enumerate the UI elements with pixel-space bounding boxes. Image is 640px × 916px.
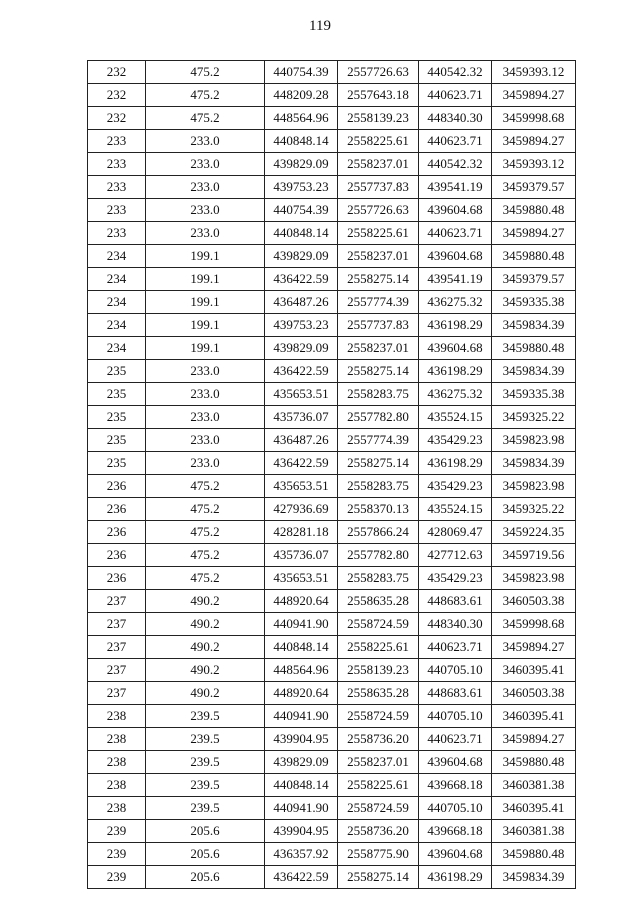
table-cell: 2557774.39: [338, 429, 419, 452]
table-cell: 2558225.61: [338, 222, 419, 245]
table-cell: 440542.32: [419, 61, 492, 84]
table-row: [88, 291, 576, 314]
table-cell: 440623.71: [419, 222, 492, 245]
table-row: [88, 268, 576, 291]
table-cell: 3459894.27: [492, 728, 576, 751]
table-cell: 2558237.01: [338, 153, 419, 176]
table-cell: 475.2: [146, 567, 265, 590]
table-cell: 439829.09: [265, 751, 338, 774]
table-cell: 2558283.75: [338, 567, 419, 590]
table-cell: 439829.09: [265, 337, 338, 360]
table-cell: 3459894.27: [492, 84, 576, 107]
table-cell: 233.0: [146, 199, 265, 222]
table-cell: 3460503.38: [492, 590, 576, 613]
table-cell: 3459880.48: [492, 843, 576, 866]
table-row: [88, 61, 576, 84]
table-cell: 199.1: [146, 291, 265, 314]
table-cell: 436357.92: [265, 843, 338, 866]
table-cell: 440941.90: [265, 613, 338, 636]
table-cell: 2558237.01: [338, 751, 419, 774]
table-row: [88, 429, 576, 452]
table-cell: 3460381.38: [492, 820, 576, 843]
table-cell: 436198.29: [419, 360, 492, 383]
table-cell: 233.0: [146, 130, 265, 153]
table-cell: 236: [88, 475, 146, 498]
table-row: [88, 728, 576, 751]
table-cell: 239: [88, 866, 146, 889]
table-cell: 2558237.01: [338, 245, 419, 268]
table-cell: 238: [88, 751, 146, 774]
table-cell: 428069.47: [419, 521, 492, 544]
table-cell: 238: [88, 728, 146, 751]
table-row: [88, 843, 576, 866]
table-cell: 239.5: [146, 728, 265, 751]
table-cell: 2557774.39: [338, 291, 419, 314]
table-cell: 233: [88, 176, 146, 199]
table-cell: 428281.18: [265, 521, 338, 544]
table-cell: 3459719.56: [492, 544, 576, 567]
table-cell: 3459998.68: [492, 107, 576, 130]
table-row: [88, 176, 576, 199]
table-cell: 3460503.38: [492, 682, 576, 705]
table-cell: 3459880.48: [492, 751, 576, 774]
table-row: [88, 452, 576, 475]
table-cell: 490.2: [146, 682, 265, 705]
table-cell: 237: [88, 659, 146, 682]
table-cell: 3459823.98: [492, 429, 576, 452]
table-cell: 2558635.28: [338, 682, 419, 705]
table-cell: 3459834.39: [492, 360, 576, 383]
table-cell: 439753.23: [265, 176, 338, 199]
table-cell: 448209.28: [265, 84, 338, 107]
table-cell: 440754.39: [265, 199, 338, 222]
table-cell: 475.2: [146, 521, 265, 544]
table-cell: 440848.14: [265, 636, 338, 659]
table-cell: 2557726.63: [338, 61, 419, 84]
table-cell: 440623.71: [419, 84, 492, 107]
table-cell: 234: [88, 291, 146, 314]
table-cell: 436487.26: [265, 291, 338, 314]
table-cell: 199.1: [146, 314, 265, 337]
table-cell: 2557737.83: [338, 176, 419, 199]
table-cell: 3459325.22: [492, 498, 576, 521]
table-row: [88, 820, 576, 843]
table-cell: 235: [88, 406, 146, 429]
table-cell: 233.0: [146, 153, 265, 176]
table-cell: 3459823.98: [492, 567, 576, 590]
table-cell: 435429.23: [419, 429, 492, 452]
table-cell: 237: [88, 613, 146, 636]
table-cell: 205.6: [146, 866, 265, 889]
table-cell: 436275.32: [419, 291, 492, 314]
table-cell: 232: [88, 84, 146, 107]
table-cell: 239: [88, 820, 146, 843]
table-cell: 2557643.18: [338, 84, 419, 107]
table-cell: 435653.51: [265, 383, 338, 406]
table-cell: 3459834.39: [492, 452, 576, 475]
table-cell: 239.5: [146, 774, 265, 797]
table-row: [88, 636, 576, 659]
table-cell: 448340.30: [419, 613, 492, 636]
table-cell: 448920.64: [265, 590, 338, 613]
table-cell: 3460395.41: [492, 659, 576, 682]
table-cell: 440705.10: [419, 659, 492, 682]
table-row: [88, 222, 576, 245]
table-cell: 233.0: [146, 176, 265, 199]
table-cell: 235: [88, 383, 146, 406]
table-cell: 233.0: [146, 383, 265, 406]
table-cell: 3459998.68: [492, 613, 576, 636]
table-cell: 232: [88, 61, 146, 84]
table-cell: 237: [88, 590, 146, 613]
table-cell: 239: [88, 843, 146, 866]
table-cell: 2558635.28: [338, 590, 419, 613]
table-cell: 436198.29: [419, 452, 492, 475]
table-cell: 2557737.83: [338, 314, 419, 337]
table-cell: 3459393.12: [492, 153, 576, 176]
table-cell: 2558275.14: [338, 452, 419, 475]
table-row: [88, 751, 576, 774]
table-row: [88, 866, 576, 889]
table-cell: 440705.10: [419, 705, 492, 728]
table-cell: 3459393.12: [492, 61, 576, 84]
table-cell: 3459325.22: [492, 406, 576, 429]
table-cell: 3459834.39: [492, 314, 576, 337]
table-cell: 3459335.38: [492, 383, 576, 406]
table-cell: 440705.10: [419, 797, 492, 820]
table-cell: 2558775.90: [338, 843, 419, 866]
table-row: [88, 475, 576, 498]
table-cell: 439604.68: [419, 245, 492, 268]
table-row: [88, 84, 576, 107]
table-cell: 233: [88, 222, 146, 245]
table-cell: 236: [88, 521, 146, 544]
table-cell: 427936.69: [265, 498, 338, 521]
table-cell: 2558139.23: [338, 659, 419, 682]
table-cell: 439753.23: [265, 314, 338, 337]
table-cell: 2557726.63: [338, 199, 419, 222]
table-row: [88, 567, 576, 590]
table-cell: 235: [88, 360, 146, 383]
table-cell: 2558370.13: [338, 498, 419, 521]
table-cell: 238: [88, 774, 146, 797]
table-cell: 440848.14: [265, 774, 338, 797]
table-cell: 239.5: [146, 797, 265, 820]
table-cell: 233.0: [146, 452, 265, 475]
table-cell: 448683.61: [419, 590, 492, 613]
table-cell: 439604.68: [419, 199, 492, 222]
table-cell: 435524.15: [419, 498, 492, 521]
table-cell: 233: [88, 153, 146, 176]
table-cell: 440542.32: [419, 153, 492, 176]
table-cell: 3460395.41: [492, 797, 576, 820]
table-cell: 435429.23: [419, 567, 492, 590]
table-cell: 436487.26: [265, 429, 338, 452]
table-cell: 436422.59: [265, 360, 338, 383]
table-cell: 234: [88, 314, 146, 337]
table-cell: 475.2: [146, 544, 265, 567]
table-row: [88, 613, 576, 636]
table-cell: 3459894.27: [492, 222, 576, 245]
table-cell: 205.6: [146, 820, 265, 843]
table-cell: 199.1: [146, 245, 265, 268]
table-cell: 236: [88, 567, 146, 590]
table-row: [88, 199, 576, 222]
page-number: 119: [309, 18, 331, 34]
table-cell: 232: [88, 107, 146, 130]
table-row: [88, 107, 576, 130]
table-cell: 236: [88, 498, 146, 521]
table-cell: 427712.63: [419, 544, 492, 567]
table-cell: 2558237.01: [338, 337, 419, 360]
table-cell: 3459894.27: [492, 636, 576, 659]
table-cell: 439829.09: [265, 245, 338, 268]
table-cell: 237: [88, 636, 146, 659]
table-cell: 475.2: [146, 107, 265, 130]
table-cell: 490.2: [146, 613, 265, 636]
table-cell: 3459834.39: [492, 866, 576, 889]
table-cell: 439604.68: [419, 843, 492, 866]
table-cell: 435653.51: [265, 475, 338, 498]
table-cell: 2558225.61: [338, 130, 419, 153]
table-cell: 233.0: [146, 406, 265, 429]
table-cell: 233: [88, 130, 146, 153]
table-cell: 238: [88, 797, 146, 820]
table-cell: 2558724.59: [338, 613, 419, 636]
table-cell: 448564.96: [265, 659, 338, 682]
table-cell: 439904.95: [265, 728, 338, 751]
table-cell: 239.5: [146, 705, 265, 728]
table-cell: 440623.71: [419, 728, 492, 751]
table-cell: 475.2: [146, 61, 265, 84]
table-cell: 234: [88, 268, 146, 291]
table-cell: 199.1: [146, 268, 265, 291]
table-cell: 3460381.38: [492, 774, 576, 797]
table-row: [88, 774, 576, 797]
table-cell: 233.0: [146, 360, 265, 383]
table-row: [88, 130, 576, 153]
table-cell: 436422.59: [265, 452, 338, 475]
table-cell: 2558225.61: [338, 636, 419, 659]
table-cell: 439604.68: [419, 337, 492, 360]
table-cell: 436198.29: [419, 314, 492, 337]
table-cell: 435524.15: [419, 406, 492, 429]
table-cell: 234: [88, 337, 146, 360]
table-cell: 3460395.41: [492, 705, 576, 728]
coordinates-table: [87, 60, 576, 889]
table-cell: 440754.39: [265, 61, 338, 84]
table-row: [88, 337, 576, 360]
table-cell: 233: [88, 199, 146, 222]
table-cell: 236: [88, 544, 146, 567]
table-cell: 235: [88, 452, 146, 475]
table-row: [88, 314, 576, 337]
table-cell: 2558139.23: [338, 107, 419, 130]
table-cell: 237: [88, 682, 146, 705]
table-cell: 490.2: [146, 590, 265, 613]
table-cell: 448683.61: [419, 682, 492, 705]
table-cell: 475.2: [146, 498, 265, 521]
table-cell: 436275.32: [419, 383, 492, 406]
table-row: [88, 705, 576, 728]
table-cell: 440848.14: [265, 222, 338, 245]
table-cell: 440623.71: [419, 130, 492, 153]
table-cell: 3459379.57: [492, 268, 576, 291]
table-cell: 475.2: [146, 475, 265, 498]
table-cell: 475.2: [146, 84, 265, 107]
table-cell: 440848.14: [265, 130, 338, 153]
table-cell: 439668.18: [419, 820, 492, 843]
table-cell: 436422.59: [265, 268, 338, 291]
table-cell: 234: [88, 245, 146, 268]
table-cell: 205.6: [146, 843, 265, 866]
table-cell: 439668.18: [419, 774, 492, 797]
table-cell: 435736.07: [265, 544, 338, 567]
table-row: [88, 544, 576, 567]
table-cell: 436422.59: [265, 866, 338, 889]
table-cell: 490.2: [146, 636, 265, 659]
table-cell: 3459379.57: [492, 176, 576, 199]
table-row: [88, 521, 576, 544]
table-cell: 2558283.75: [338, 383, 419, 406]
table-row: [88, 682, 576, 705]
table-cell: 3459880.48: [492, 199, 576, 222]
table-cell: 2558275.14: [338, 866, 419, 889]
table-body: [88, 61, 576, 889]
table-cell: 199.1: [146, 337, 265, 360]
table-cell: 440623.71: [419, 636, 492, 659]
table-cell: 2558283.75: [338, 475, 419, 498]
table-cell: 439904.95: [265, 820, 338, 843]
table-row: [88, 797, 576, 820]
table-row: [88, 498, 576, 521]
table-cell: 2558275.14: [338, 360, 419, 383]
table-row: [88, 590, 576, 613]
table-cell: 3459335.38: [492, 291, 576, 314]
table-cell: 3459894.27: [492, 130, 576, 153]
table-cell: 2558275.14: [338, 268, 419, 291]
table-cell: 439604.68: [419, 751, 492, 774]
table-cell: 435429.23: [419, 475, 492, 498]
table-cell: 440941.90: [265, 705, 338, 728]
table-cell: 235: [88, 429, 146, 452]
table-cell: 2557782.80: [338, 544, 419, 567]
table-cell: 2558736.20: [338, 820, 419, 843]
table-cell: 233.0: [146, 429, 265, 452]
table-cell: 3459880.48: [492, 337, 576, 360]
table-cell: 2558736.20: [338, 728, 419, 751]
table-cell: 490.2: [146, 659, 265, 682]
table-cell: 239.5: [146, 751, 265, 774]
table-cell: 2558724.59: [338, 705, 419, 728]
table-cell: 448920.64: [265, 682, 338, 705]
table-cell: 3459224.35: [492, 521, 576, 544]
table-cell: 439541.19: [419, 176, 492, 199]
table-row: [88, 383, 576, 406]
table-row: [88, 406, 576, 429]
table-cell: 2557782.80: [338, 406, 419, 429]
table-cell: 233.0: [146, 222, 265, 245]
table-cell: 439829.09: [265, 153, 338, 176]
table-cell: 440941.90: [265, 797, 338, 820]
table-cell: 435736.07: [265, 406, 338, 429]
table-row: [88, 360, 576, 383]
coordinates-table-container: [87, 60, 576, 889]
table-cell: 448564.96: [265, 107, 338, 130]
table-row: [88, 659, 576, 682]
table-cell: 436198.29: [419, 866, 492, 889]
table-cell: 435653.51: [265, 567, 338, 590]
table-cell: 2557866.24: [338, 521, 419, 544]
table-cell: 439541.19: [419, 268, 492, 291]
table-cell: 3459823.98: [492, 475, 576, 498]
table-cell: 2558724.59: [338, 797, 419, 820]
table-cell: 448340.30: [419, 107, 492, 130]
table-cell: 2558225.61: [338, 774, 419, 797]
table-cell: 238: [88, 705, 146, 728]
table-row: [88, 153, 576, 176]
table-row: [88, 245, 576, 268]
table-cell: 3459880.48: [492, 245, 576, 268]
